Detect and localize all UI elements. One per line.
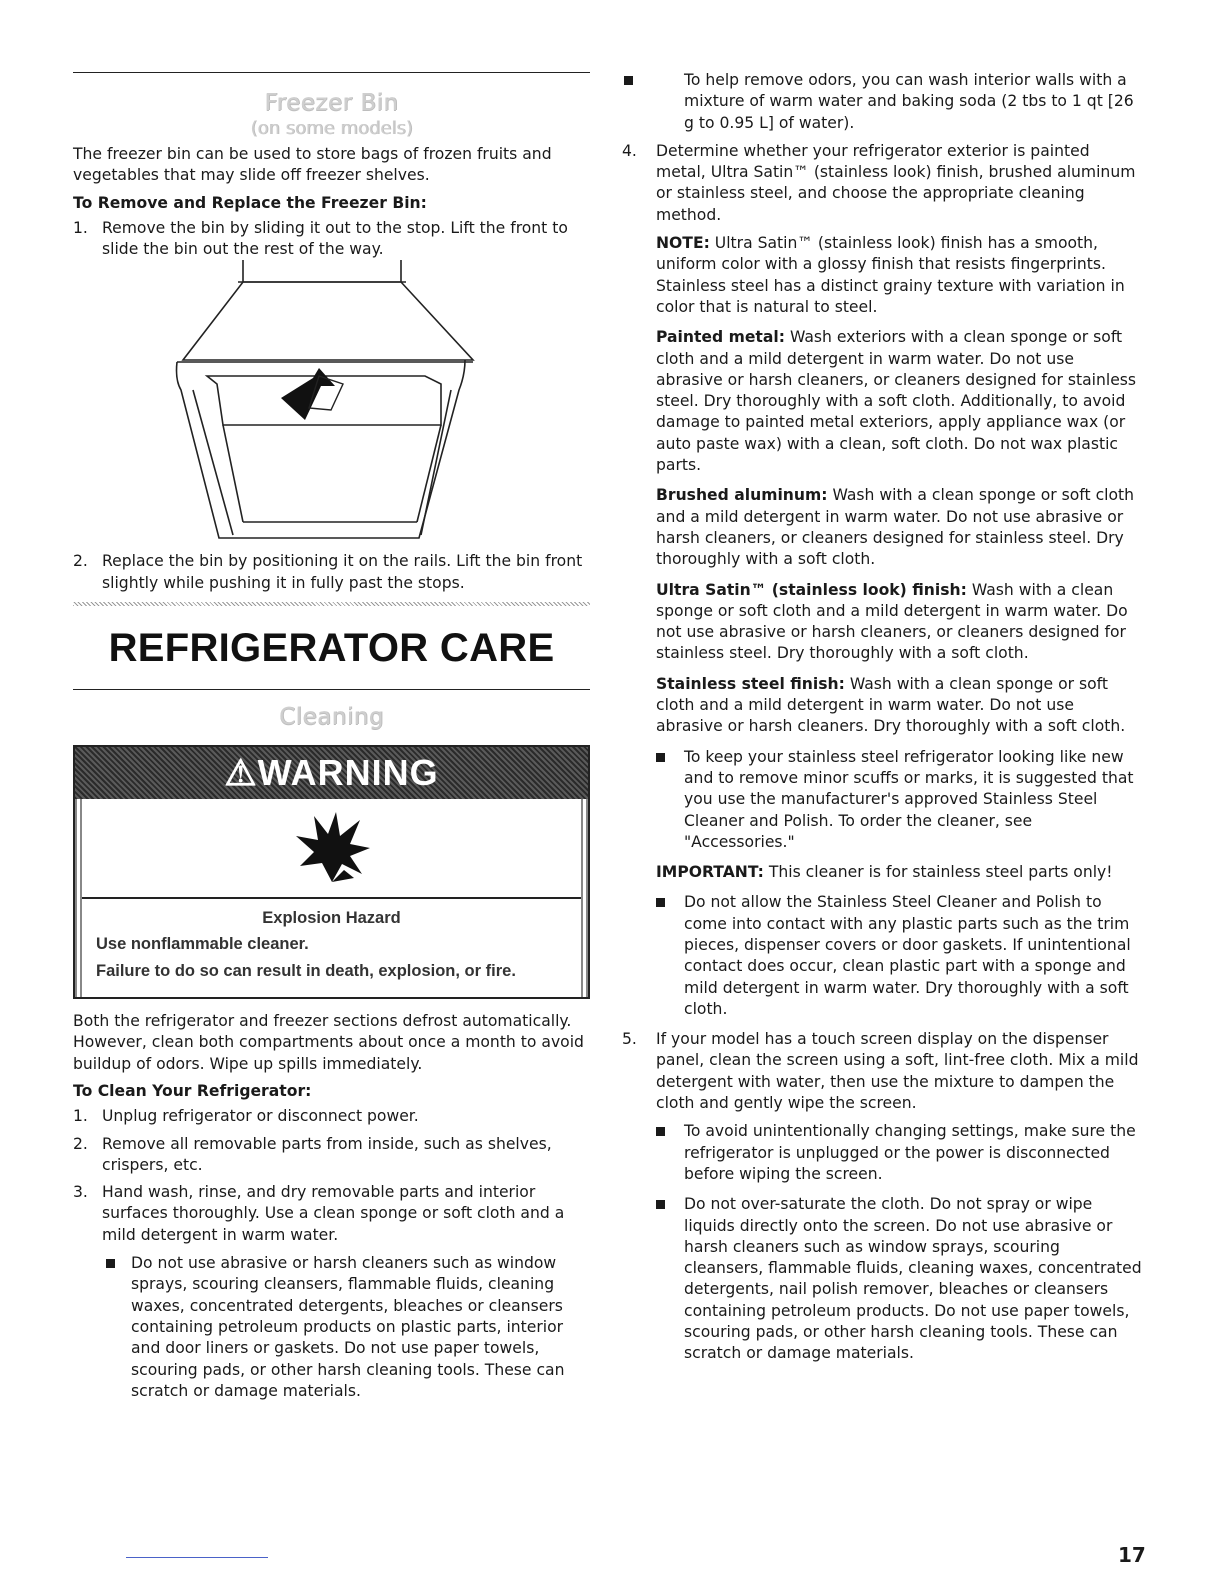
bullet-text: Do not allow the Stainless Steel Cleaner and Polish to come into contact with any plastic parts such as the trim pieces, dispenser covers or door gaskets. If unintentional contact does occur, clean plastic part with a sponge and mild detergent in warm water. Dry thoroughly with a soft cloth.: [684, 893, 1131, 1018]
step-number: 3.: [73, 1183, 88, 1202]
clean-step-4: [622, 141, 1142, 226]
bullet-marker: [106, 1259, 115, 1268]
brushed-aluminum-text: Wash with a clean sponge or soft cloth and a mild detergent in warm water. Do not use abrasive or harsh cleaners, or cleaners designed for stainless steel. Dry thoroughly with a soft cloth.: [656, 486, 1135, 569]
stainless-steel-text: Wash with a clean sponge or soft cloth and a mild detergent in warm water. Do not use abrasive or harsh cleaners. Dry thoroughly with a soft cloth.: [656, 674, 1126, 736]
stainless-steel-paragraph: [622, 674, 1142, 738]
bullet-text: Do not use abrasive or harsh cleaners such as window sprays, scouring cleansers, flammable fluids, cleaning waxes, concentrated detergents, bleaches or cleansers containing petroleum products on plastic parts, interior and door liners or gaskets. Do not use paper towels, scouring pads, or other harsh cleaning tools. These can scratch or damage materials.: [131, 1254, 565, 1400]
step-number: 2.: [73, 1134, 88, 1153]
warning-box: [73, 745, 590, 999]
brushed-aluminum-label: Brushed aluminum:: [656, 486, 828, 505]
freezer-bin-title: Freezer Bin: [264, 90, 399, 116]
bullet-marker: [656, 753, 665, 762]
chapter-divider: [73, 602, 590, 606]
important-label: IMPORTANT:: [656, 863, 764, 882]
step-text: Replace the bin by positioning it on the rails. Lift the bin front slightly while pushing it in fully past the stops.: [102, 552, 583, 592]
clean-step-3: [73, 1182, 590, 1246]
freezer-step-1: [73, 218, 590, 261]
step-text: Remove all removable parts from inside, such as shelves, crispers, etc.: [102, 1134, 552, 1174]
left-column: [73, 0, 590, 1402]
painted-metal-text: Wash exteriors with a clean sponge or soft cloth and a mild detergent in warm water. Do not use abrasive or harsh cleaners, or cleaners designed for stainless steel. Dry thoroughly with a soft cloth. Additionally, to avoid damage to painted metal exteriors, apply appliance wax (or auto paste wax) with a clean, soft cloth. Do not wax plastic parts.: [656, 328, 1137, 475]
note-paragraph: [622, 233, 1142, 318]
explosion-icon-graphic: [292, 808, 372, 888]
freezer-step-2: [73, 551, 590, 594]
warning-symbol: ⚠: [224, 752, 258, 794]
ultra-satin-label: Ultra Satin™ (stainless look) finish:: [656, 580, 967, 599]
stainless-bullet: [622, 747, 1142, 853]
warning-line-1: Use nonflammable cleaner.: [96, 935, 309, 954]
bullet-marker: [656, 1127, 665, 1136]
chapter-title: REFRIGERATOR CARE: [108, 626, 555, 671]
important-text: This cleaner is for stainless steel parts only!: [763, 863, 1113, 882]
clean-step-2: [73, 1134, 590, 1177]
ultra-satin-text: Wash with a clean sponge or soft cloth and a mild detergent in warm water. Do not use abrasive or harsh cleaners, or cleaners designed for stainless steel. Dry thoroughly with a soft cloth.: [656, 580, 1128, 663]
note-label: NOTE:: [656, 234, 710, 253]
brushed-aluminum-paragraph: [622, 485, 1142, 570]
explosion-icon: [82, 799, 581, 899]
step-number: 1.: [73, 1107, 88, 1126]
stainless-steel-label: Stainless steel finish:: [656, 674, 845, 693]
warning-header: [75, 747, 588, 799]
painted-metal-paragraph: [622, 327, 1142, 476]
bullet-marker: [656, 898, 665, 907]
bullet-marker: [656, 1200, 665, 1209]
important-bullet: [622, 892, 1142, 1020]
warning-text: [82, 899, 581, 997]
ultra-satin-paragraph: [622, 580, 1142, 665]
right-column: [622, 70, 1142, 1365]
step-number: 5.: [622, 1030, 637, 1049]
step-text: If your model has a touch screen display on the dispenser panel, clean the screen using a soft, lint-free cloth. Mix a mild detergent with water, then use the mixture to dampen the cloth and gently wipe the screen.: [656, 1030, 1139, 1113]
painted-metal-label: Painted metal:: [656, 328, 785, 347]
step-text: Determine whether your refrigerator exterior is painted metal, Ultra Satin™ (stainless look) finish, brushed aluminum or stainless steel, and choose the appropriate cleaning method.: [656, 141, 1136, 224]
hazard-title: Explosion Hazard: [262, 909, 401, 928]
warning-label: WARNING: [257, 752, 439, 794]
cleaning-title: Cleaning: [279, 704, 384, 731]
clean-step-1: [73, 1106, 590, 1127]
clean-step-3-bullet-2: [622, 70, 1142, 134]
step-5-bullet-2: [622, 1194, 1142, 1364]
step-number: 2.: [73, 552, 88, 571]
step-5-bullet-1: [622, 1121, 1142, 1185]
step-text: Hand wash, rinse, and dry removable parts and interior surfaces thoroughly. Use a clean sponge or soft cloth and a mild detergent in warm water.: [102, 1183, 565, 1244]
warning-body: [75, 799, 588, 997]
step-text: Unplug refrigerator or disconnect power.: [102, 1107, 419, 1126]
step-text: Remove the bin by sliding it out to the stop. Lift the front to slide the bin out the rest of the way.: [102, 218, 568, 259]
bullet-text: To keep your stainless steel refrigerator looking like new and to remove minor scuffs or marks, it is suggested that you use the manufacturer's approved Stainless Steel Cleaner and Polish. To order the cleaner, see "Accessories.": [684, 747, 1134, 851]
bullet-marker: [624, 76, 633, 85]
note-text: Ultra Satin™ (stainless look) finish has a smooth, uniform color with a glossy finish that resists fingerprints. Stainless steel has a distinct grainy texture with variation in color that is natural to steel.: [656, 234, 1125, 316]
freezer-bin-subhead: To Remove and Replace the Freezer Bin:: [73, 193, 427, 212]
bullet-text: To avoid unintentionally changing settings, make sure the refrigerator is unplugged or the power is disconnected before wiping the screen.: [684, 1122, 1136, 1183]
step-number: 4.: [622, 141, 637, 160]
clean-step-3-bullet-1: [73, 1253, 590, 1402]
freezer-bin-illustration: [73, 260, 590, 550]
step-number: 1.: [73, 218, 88, 237]
clean-step-5: [622, 1029, 1142, 1114]
freezer-bin-subtitle: (on some models): [250, 118, 413, 139]
page-number: 17: [1118, 1543, 1146, 1567]
bullet-text: Do not over-saturate the cloth. Do not spray or wipe liquids directly onto the screen. Do not use abrasive or harsh cleaners such as window sprays, scouring cleansers, flammable fluids, cleaning waxes, concentrated detergents, nail polish remover, bleaches or cleansers containing petroleum products. Do not use paper towels, scouring pads, or other harsh cleaning tools. These can scratch or damage materials.: [684, 1195, 1142, 1363]
section-divider: [73, 72, 590, 73]
warning-line-2: Failure to do so can result in death, explosion, or fire.: [96, 962, 516, 981]
bullet-text: To help remove odors, you can wash interior walls with a mixture of warm water and baking soda (2 tbs to 1 qt [26 g to 0.95 L] of water).: [684, 71, 1134, 132]
cleaning-intro: Both the refrigerator and freezer sections defrost automatically. However, clean both compartments about once a month to avoid buildup of odors. Wipe up spills immediately.: [73, 1012, 584, 1073]
important-paragraph: [622, 862, 1142, 883]
section-divider: [73, 689, 590, 690]
bottom-rule: [126, 1557, 268, 1558]
freezer-bin-intro: The freezer bin can be used to store bags of frozen fruits and vegetables that may slide off freezer shelves.: [73, 145, 552, 185]
cleaning-subhead: To Clean Your Refrigerator:: [73, 1081, 312, 1100]
